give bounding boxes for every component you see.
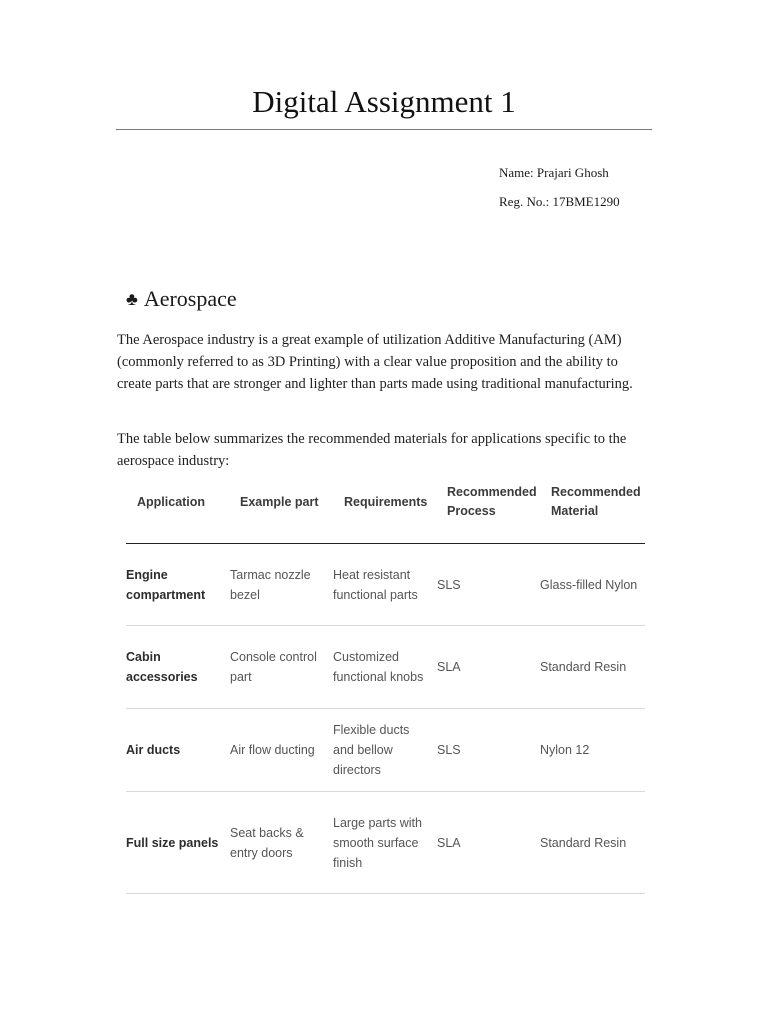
header-process: Recommended Process: [447, 485, 537, 518]
cell-text: Seat backs & entry doors: [230, 825, 304, 860]
cell-text: SLS: [437, 577, 461, 592]
table-header: [126, 480, 645, 544]
intro-paragraph: The Aerospace industry is a great example of utilization Additive Manufacturing (AM) (commonly referred to as 3D Printing) with a clear value proposition and the ability to create parts that are stronger and lighter than parts made using traditional manufacturing.: [117, 332, 633, 392]
header-requirements: Requirements: [344, 495, 428, 509]
cell-text: Air flow ducting: [230, 743, 315, 757]
title-underline: [116, 129, 652, 130]
club-suit-icon: ♣: [126, 288, 138, 309]
cell-text: Standard Resin: [540, 660, 627, 674]
cell-material: [540, 792, 645, 893]
table-intro-paragraph: The table below summarizes the recommended materials for applications specific to the aerospace industry:: [117, 431, 627, 469]
cell-text: Air ducts: [126, 743, 181, 757]
table-row: [126, 709, 645, 792]
cell-process: [437, 626, 527, 708]
cell-material: [540, 709, 645, 791]
table-row: [126, 544, 645, 626]
table-row: [126, 792, 645, 894]
header-material: Recommended Material: [551, 485, 641, 518]
cell-text: Tarmac nozzle bezel: [230, 567, 311, 602]
cell-example-part: [230, 544, 330, 625]
materials-table: [126, 480, 645, 894]
cell-text: Glass-filled Nylon: [540, 577, 638, 592]
cell-text: SLA: [437, 835, 461, 850]
registration-number: Reg. No.: 17BME1290: [499, 194, 620, 209]
cell-text: Cabin accessories: [126, 650, 198, 684]
cell-text: Full size panels: [126, 835, 219, 850]
cell-text: Large parts with smooth surface finish: [333, 815, 422, 870]
cell-example-part: [230, 709, 330, 791]
cell-application: [126, 544, 226, 625]
cell-text: Standard Resin: [540, 835, 627, 850]
cell-process: [437, 544, 527, 625]
header-application: Application: [137, 495, 206, 509]
cell-requirements: [333, 544, 433, 625]
cell-text: SLA: [437, 660, 461, 674]
cell-text: Engine compartment: [126, 567, 206, 602]
cell-text: Heat resistant functional parts: [333, 567, 418, 602]
cell-application: [126, 626, 226, 708]
cell-text: Nylon 12: [540, 743, 590, 757]
cell-application: [126, 792, 226, 893]
cell-requirements: [333, 709, 433, 791]
cell-text: Flexible ducts and bellow directors: [333, 723, 410, 777]
cell-example-part: [230, 792, 330, 893]
cell-material: [540, 544, 645, 625]
cell-text: Console control part: [230, 650, 317, 684]
cell-example-part: [230, 626, 330, 708]
cell-text: Customized functional knobs: [333, 650, 424, 684]
cell-requirements: [333, 626, 433, 708]
cell-application: [126, 709, 226, 791]
cell-process: [437, 709, 527, 791]
cell-process: [437, 792, 527, 893]
document-title: Digital Assignment 1: [252, 84, 516, 119]
header-example-part: Example part: [240, 495, 319, 509]
section-heading: [126, 286, 237, 312]
cell-text: SLS: [437, 743, 461, 757]
cell-requirements: [333, 792, 433, 893]
cell-material: [540, 626, 645, 708]
section-heading-text: Aerospace: [143, 286, 237, 311]
student-name: Name: Prajari Ghosh: [499, 165, 609, 180]
table-row: [126, 626, 645, 709]
